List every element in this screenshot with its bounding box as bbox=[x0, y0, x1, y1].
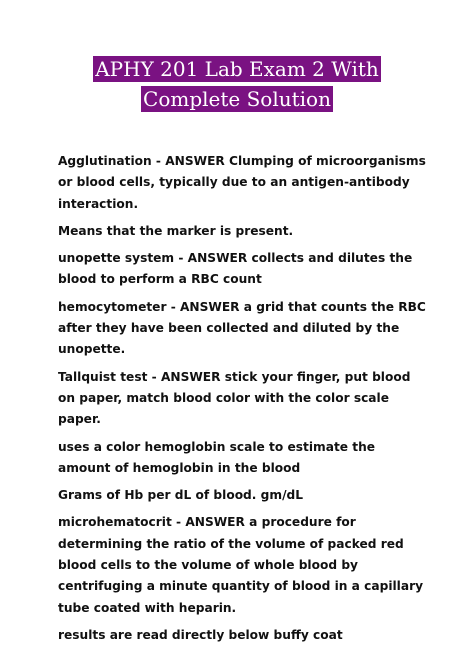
paragraph-agglutination: Agglutination - ANSWER Clumping of microorganisms or blood cells, typically due to an antigen-antibody interaction. bbox=[58, 154, 426, 211]
paragraph-hemocytometer: hemocytometer - ANSWER a grid that counts the RBC after they have been collected and diluted by the unopette. bbox=[58, 299, 426, 357]
paragraph-color-scale: uses a color hemoglobin scale to estimate the amount of hemoglobin in the blood bbox=[58, 439, 376, 475]
document-title bbox=[0, 56, 474, 116]
title-line-1: APHY 201 Lab Exam 2 With bbox=[95, 57, 379, 81]
paragraph-tallquist-test: Tallquist test - ANSWER stick your finger, put blood on paper, match blood color with the color scale paper. bbox=[58, 369, 411, 427]
paragraph-buffy-coat: results are read directly below buffy coat bbox=[58, 627, 343, 642]
paragraph-grams-hb: Grams of Hb per dL of blood. gm/dL bbox=[58, 488, 304, 503]
document-body bbox=[58, 151, 430, 652]
title-line-2: Complete Solution bbox=[143, 87, 331, 111]
paragraph-unopette-system: unopette system - ANSWER collects and dilutes the blood to perform a RBC count bbox=[58, 251, 413, 287]
paragraph-marker-present: Means that the marker is present. bbox=[58, 223, 294, 238]
paragraph-microhematocrit: microhematocrit - ANSWER a procedure for determining the ratio of the volume of packed red blood cells to the volume of whole blood by centrifuging a minute quantity of blood in a capillary tube coated with heparin. bbox=[58, 515, 424, 615]
